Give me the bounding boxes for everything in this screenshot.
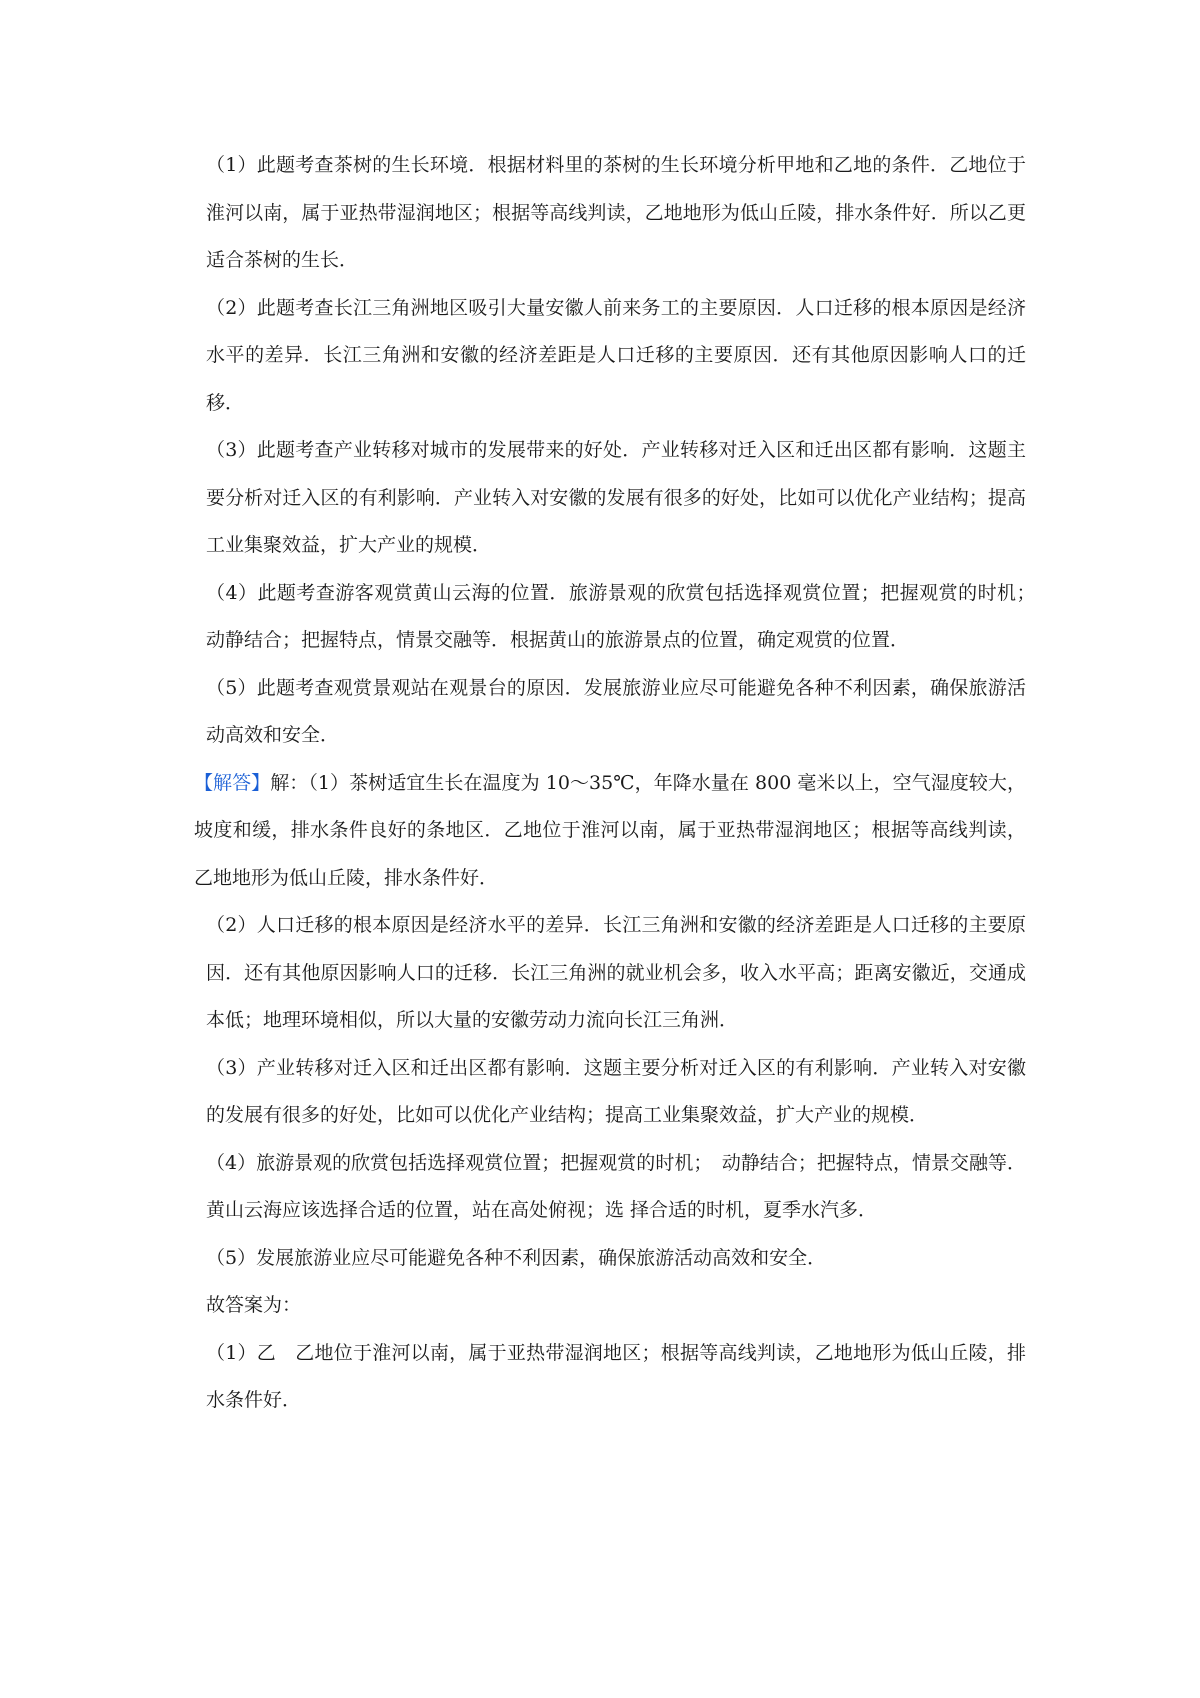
answer-paragraph-3: （3）产业转移对迁入区和迁出区都有影响．这题主要分析对迁入区的有利影响．产业转入对安徽的发展有很多的好处，比如可以优化产业结构；提高工业集聚效益，扩大产业的规模． — [206, 1056, 1026, 1126]
answer-paragraph-5: （5）发展旅游业应尽可能避免各种不利因素，确保旅游活动高效和安全． — [206, 1246, 827, 1269]
answer-intro-text: 解：（1）茶树适宜生长在温度为 10～35℃，年降水量在 800 毫米以上，空气湿度较大，坡度和缓，排水条件良好的条地区．乙地位于淮河以南，属于亚热带湿润地区；根据等高线判读，乙地地形为低山丘陵，排水条件好． — [194, 771, 1026, 889]
answer-intro-paragraph — [194, 760, 1026, 903]
answer-paragraph-2: （2）人口迁移的根本原因是经济水平的差异．长江三角洲和安徽的经济差距是人口迁移的主要原因．还有其他原因影响人口的迁移．长江三角洲的就业机会多，收入水平高；距离安徽近，交通成本低；地理环境相似，所以大量的安徽劳动力流向长江三角洲． — [206, 914, 1026, 1031]
analysis-paragraph-1: （1）此题考查茶树的生长环境．根据材料里的茶树的生长环境分析甲地和乙地的条件．乙地位于淮河以南，属于亚热带湿润地区；根据等高线判读，乙地地形为低山丘陵，排水条件好．所以乙更适合茶树的生长． — [206, 154, 1026, 271]
final-answer-1: （1）乙 乙地位于淮河以南，属于亚热带湿润地区；根据等高线判读，乙地地形为低山丘陵，排水条件好． — [206, 1341, 1026, 1411]
document-page — [194, 142, 1046, 1425]
analysis-paragraph-5: （5）此题考查观赏景观站在观景台的原因．发展旅游业应尽可能避免各种不利因素，确保旅游活动高效和安全． — [206, 676, 1026, 746]
analysis-paragraph-3: （3）此题考查产业转移对城市的发展带来的好处．产业转移对迁入区和迁出区都有影响．这题主要分析对迁入区的有利影响．产业转入对安徽的发展有很多的好处，比如可以优化产业结构；提高工业集聚效益，扩大产业的规模． — [206, 439, 1026, 556]
analysis-paragraph-4: （4）此题考查游客观赏黄山云海的位置．旅游景观的欣赏包括选择观赏位置；把握观赏的时机； 动静结合；把握特点，情景交融等．根据黄山的旅游景点的位置，确定观赏的位置． — [206, 581, 1046, 651]
answer-tag: 【解答】 — [194, 771, 271, 794]
conclusion-label: 故答案为： — [206, 1294, 302, 1316]
analysis-paragraph-2: （2）此题考查长江三角洲地区吸引大量安徽人前来务工的主要原因．人口迁移的根本原因是经济水平的差异．长江三角洲和安徽的经济差距是人口迁移的主要原因．还有其他原因影响人口的迁移． — [206, 296, 1026, 414]
answer-paragraph-4: （4）旅游景观的欣赏包括选择观赏位置；把握观赏的时机； 动静结合；把握特点，情景交融等．黄山云海应该选择合适的位置，站在高处俯视；选 择合适的时机，夏季水汽多． — [206, 1151, 1026, 1221]
